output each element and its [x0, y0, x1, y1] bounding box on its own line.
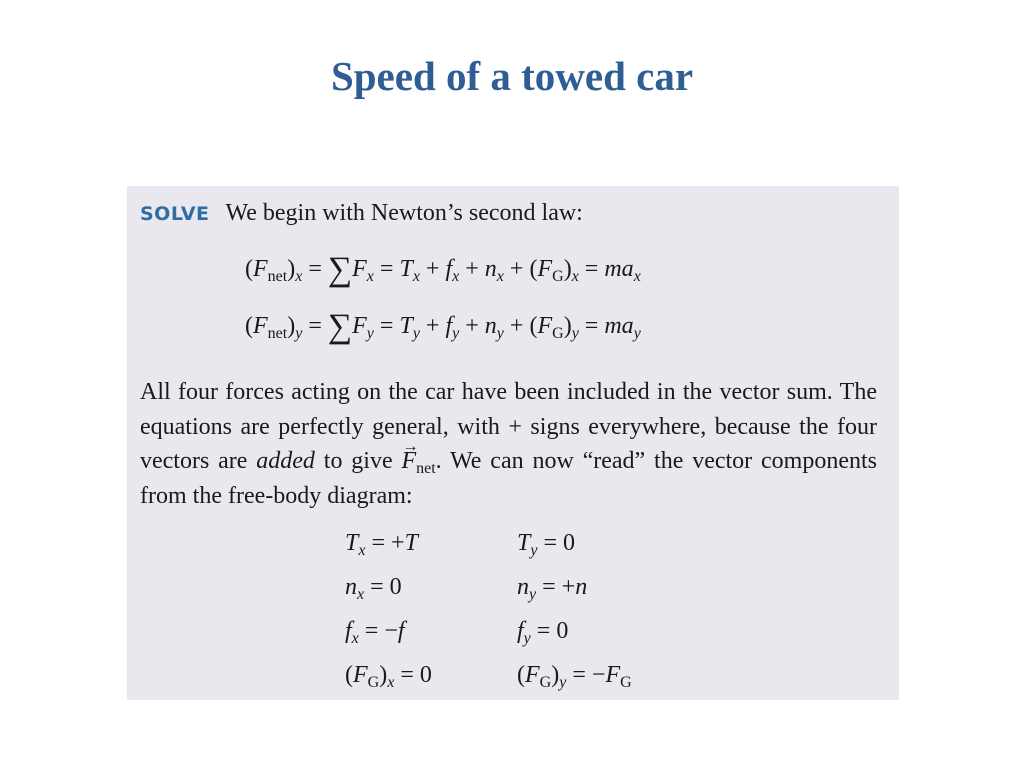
component-fx: $f_x = -f$ [345, 618, 405, 647]
equation-y: $(F_{net})_y = \sum F_y = T_y + f_y + n_y + (F_G)_y = ma_y$ [245, 308, 641, 345]
paragraph-part2: to give [314, 448, 402, 474]
slide-title: Speed of a towed car [330, 53, 694, 99]
equation-x: $(F_{net})_x = \sum F_x = T_x + f_x + n_x + (F_G)_x = ma_x$ [245, 251, 641, 288]
explanation-paragraph [140, 375, 877, 513]
component-row-friction [345, 618, 765, 652]
paragraph-part1: All four forces acting on the car have been included in the vector sum. The equations are perfectly general, with + signs everywhere, because the four vectors are [140, 379, 877, 474]
component-ty: $T_y = 0$ [517, 530, 576, 559]
component-ny: $n_y = +n$ [517, 574, 588, 603]
component-fgy: $(F_G)_y = -F_G$ [517, 662, 632, 691]
solve-intro: We begin with Newton’s second law: [225, 200, 583, 226]
solve-tag: SOLVE [140, 203, 210, 225]
component-row-normal [345, 574, 765, 608]
component-tx: $T_x = +T$ [345, 530, 418, 559]
component-row-tension [345, 530, 765, 564]
solve-panel [127, 186, 899, 700]
component-fy: $f_y = 0$ [517, 618, 569, 647]
component-fgx: $(F_G)_x = 0$ [345, 662, 432, 691]
paragraph-emphasis: added [256, 448, 315, 474]
component-nx: $n_x = 0$ [345, 574, 402, 603]
paragraph-part3: . We can now “read” the vector components from the free-body diagram: [140, 448, 877, 509]
solve-header [140, 200, 583, 230]
component-row-gravity [345, 662, 765, 696]
fnet-vector-symbol: → $F_{net}$ [401, 448, 435, 474]
